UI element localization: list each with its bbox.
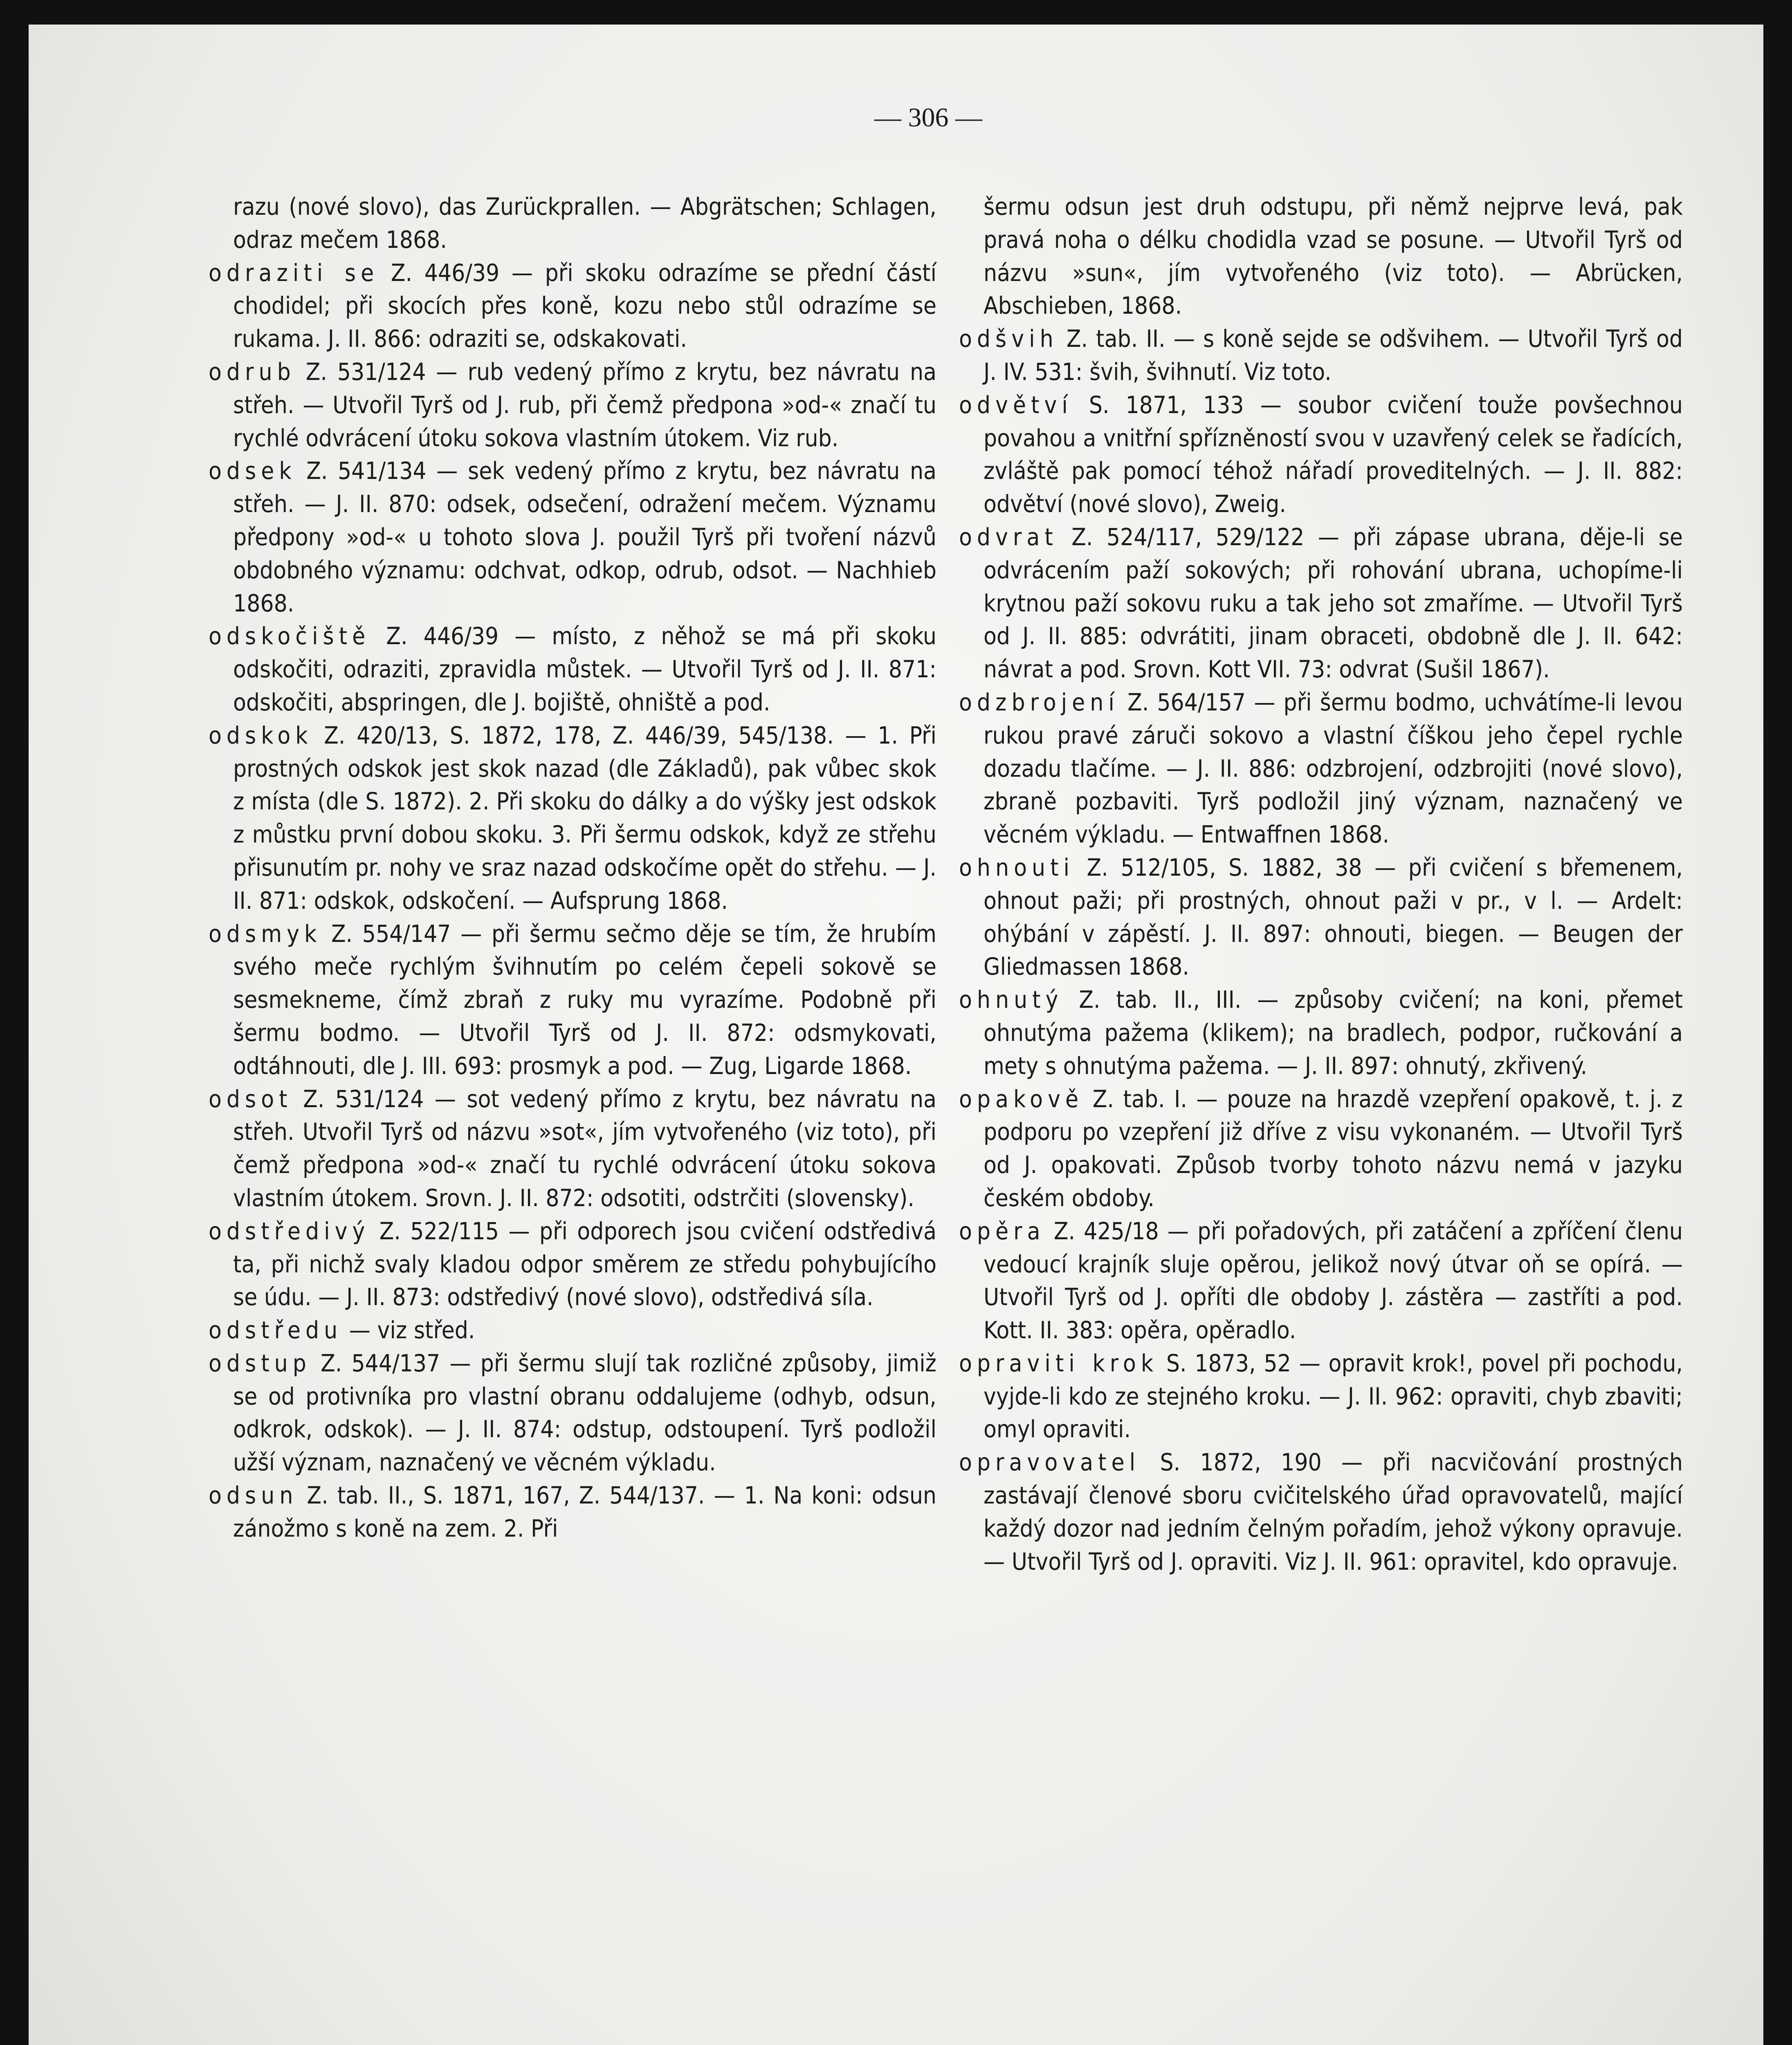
entry-headword: ohnutý (959, 986, 1063, 1014)
dictionary-entry (209, 917, 936, 1083)
entry-text: S. 1871, 133 — soubor cvičení touže povšechnou povahou a vnitřní spřízněností svou v uzavřený celek se řadících, zvláště pak pomocí téhož nářadí proveditelných. — J. II. 882: odvětví (nové slovo), Zweig. (984, 391, 1683, 518)
entry-text: Z. 531/124 — rub vedený přímo z krytu, bez návratu na střeh. — Utvořil Tyrš od J. rub, při čemž předpona »od-« značí tu rychlé odvrácení útoku sokova vlastním útokem. Viz rub. (233, 357, 936, 452)
entry-text: Z. 541/134 — sek vedený přímo z krytu, bez návratu na střeh. — J. II. 870: odsek, odsečení, odražení mečem. Významu předpony »od-« u tohoto slova J. použil Tyrš při tvoření názvů obdobného významu: odchvat, odkop, odrub, odsot. — Nachhieb 1868. (233, 457, 936, 617)
entry-text: Z. tab. II. — s koně sejde se odšvihem. — Utvořil Tyrš od J. IV. 531: švih, švihnutí. Viz toto. (984, 325, 1683, 386)
entry-text: Z. 512/105, S. 1882, 38 — při cvičení s břemenem, ohnout paži; při prostných, ohnout paži v pr., v l. — Ardelt: ohýbání v zápěstí. J. II. 897: ohnouti, biegen. — Beugen der Gliedmassen 1868. (984, 853, 1683, 981)
entry-text: Z. 544/137 — při šermu slují tak rozličné způsoby, jimiž se od protivníka pro vlastní obranu oddalujeme (odhyb, odsun, odkrok, odskok). — J. II. 874: odstup, odstoupení. Tyrš podložil užší význam, naznačený ve věcném výkladu. (233, 1349, 936, 1476)
entry-text: Z. tab. I. — pouze na hrazdě vzepření opakově, t. j. z podporu po vzepření již dříve z visu vykonaném. — Utvořil Tyrš od J. opakovati. Způsob tvorby tohoto názvu nemá v jazyku českém obdoby. (984, 1085, 1683, 1212)
entry-headword: odraziti se (209, 258, 379, 287)
dictionary-entry (959, 389, 1683, 521)
entry-headword: ohnouti (959, 853, 1075, 881)
entry-text: Z. tab. II., III. — způsoby cvičení; na koni, přemet ohnutýma pažema (klikem); na bradlech, podpor, ručkování a mety s ohnutýma pažema. — J. II. 897: ohnutý, zkřivený. (984, 986, 1683, 1080)
entry-headword: opěra (959, 1217, 1045, 1245)
entry-headword: odsun (209, 1481, 298, 1510)
dictionary-entry (209, 1479, 936, 1545)
page-number: — 306 — (874, 103, 982, 133)
entry-text: Z. 564/157 — při šermu bodmo, uchvátíme-li levou rukou pravé záruči sokovo a vlastní číškou jeho čepel rychle dozadu tlačíme. — J. II. 886: odzbrojení, odzbrojiti (nové slovo), zbraně pozbaviti. Tyrš podložil jiný význam, naznačený ve věcném výkladu. — Entwaffnen 1868. (984, 688, 1683, 849)
entry-text: — viz střed. (342, 1316, 475, 1344)
entry-text: Z. 446/39 — místo, z něhož se má při skoku odskočiti, odraziti, zpravidla můstek. — Utvořil Tyrš od J. II. 871: odskočiti, abspringen, dle J. bojiště, ohniště a pod. (233, 622, 936, 716)
entry-headword: opravovatel (959, 1448, 1141, 1476)
dictionary-entry (959, 1215, 1683, 1347)
entry-text: Z. 531/124 — sot vedený přímo z krytu, bez návratu na střeh. Utvořil Tyrš od názvu »sot«, jím vytvořeného (viz toto), při čemž předpona »od-« značí tu rychlé odvrácení útoku sokova vlastním útokem. Srovn. J. II. 872: odsotiti, odstrčiti (slovensky). (233, 1085, 936, 1212)
entry-text: S. 1873, 52 — opravit krok!, povel při pochodu, vyjde-li kdo ze stejného kroku. — J. II. 962: opraviti, chyb zbaviti; omyl opraviti. (984, 1349, 1683, 1443)
entry-headword: odstředu (209, 1316, 343, 1344)
dictionary-entry (959, 322, 1683, 389)
dictionary-entry (959, 1347, 1683, 1446)
entry-headword: odskok (209, 721, 313, 749)
dictionary-entry (209, 1215, 936, 1314)
entry-text: Z. 446/39 — při skoku odrazíme se přední částí chodidel; při skocích přes koně, kozu nebo stůl odrazíme se rukama. J. II. 866: odraziti se, odskakovati. (233, 258, 936, 353)
entry-headword: odstup (209, 1349, 311, 1377)
dictionary-entry (959, 983, 1683, 1082)
entry-text: Z. 420/13, S. 1872, 178, Z. 446/39, 545/138. — 1. Při prostných odskok jest skok nazad (dle Základů), pak vůbec skok z místa (dle S. 1872). 2. Při skoku do dálky a do výšky jest odskok z můstku první dobou skoku. 3. Při šermu odskok, když ze střehu přisunutím pr. nohy ve sraz nazad odskočíme opět do střehu. — J. II. 871: odskok, odskočení. — Aufsprung 1868. (233, 721, 936, 915)
dictionary-entry (209, 355, 936, 454)
entry-headword: opraviti krok (959, 1349, 1159, 1377)
entry-headword: odvětví (959, 391, 1073, 419)
dictionary-entry (209, 190, 936, 256)
scanned-page (29, 25, 1763, 2045)
dictionary-entry (959, 190, 1683, 322)
entry-headword: odstředivý (209, 1217, 370, 1245)
dictionary-entry (209, 454, 936, 620)
dictionary-entry (959, 686, 1683, 851)
dictionary-entry (209, 1083, 936, 1215)
entry-text: šermu odsun jest druh odstupu, při němž nejprve levá, pak pravá noha o délku chodidla vzad se posune. — Utvořil Tyrš od názvu »sun«, jím vytvořeného (viz toto). — Abrücken, Abschieben, 1868. (984, 193, 1683, 320)
entry-headword: opakově (959, 1085, 1084, 1113)
entry-text: Z. 524/117, 529/122 — při zápase ubrana, děje-li se odvrácením paží sokových; při rohování ubrana, uchopíme-li krytnou paží sokovu ruku a tak jeho sot zmaříme. — Utvořil Tyrš od J. II. 885: odvrátiti, jinam obraceti, obdobně dle J. II. 642: návrat a pod. Srovn. Kott VII. 73: odvrat (Sušil 1867). (984, 523, 1683, 683)
dictionary-entry (959, 851, 1683, 983)
entry-text: Z. 522/115 — při odporech jsou cvičení odstředivá ta, při nichž svaly kladou odpor směrem ze středu pohybujícího se údu. — J. II. 873: odstředivý (nové slovo), odstředivá síla. (233, 1217, 936, 1311)
dictionary-entry (959, 521, 1683, 686)
entry-headword: odsmyk (209, 919, 322, 948)
dictionary-entry (959, 1446, 1683, 1578)
dictionary-entry (209, 719, 936, 917)
dictionary-entry (209, 256, 936, 355)
entry-text: Z. 425/18 — při pořadových, při zatáčení a zpříčení členu vedoucí krajník sluje opěrou, jelikož nový útvar oň se opírá. — Utvořil Tyrš od J. opříti dle obdoby J. zástěra — zastříti a pod. Kott. II. 383: opěra, opěradlo. (984, 1217, 1683, 1344)
dictionary-entry (959, 1083, 1683, 1215)
entry-headword: odskočiště (209, 622, 371, 650)
dictionary-entry (209, 1314, 936, 1347)
entry-headword: odsek (209, 457, 296, 485)
entry-headword: odrub (209, 357, 296, 386)
right-column (959, 190, 1683, 1578)
left-column (209, 190, 936, 1545)
entry-headword: odšvih (959, 325, 1058, 353)
entry-headword: odzbrojení (959, 688, 1119, 716)
entry-text: Z. 554/147 — při šermu sečmo děje se tím, že hrubím svého meče rychlým švihnutím po celém čepeli sokově se sesmekneme, čímž zbraň z ruky mu vyrazíme. Podobně při šermu bodmo. — Utvořil Tyrš od J. II. 872: odsmykovati, odtáhnouti, dle J. III. 693: prosmyk a pod. — Zug, Ligarde 1868. (233, 919, 936, 1080)
entry-text: Z. tab. II., S. 1871, 167, Z. 544/137. — 1. Na koni: odsun zánožmo s koně na zem. 2. Při (233, 1481, 936, 1542)
entry-text: S. 1872, 190 — při nacvičování prostných zastávají členové sboru cvičitelského úřad opravovatelů, mající každý dozor nad jedním čelným pořadím, jehož výkony opravuje. — Utvořil Tyrš od J. opraviti. Viz J. II. 961: opravitel, kdo opravuje. (984, 1448, 1683, 1575)
dictionary-entry (209, 620, 936, 719)
entry-headword: odvrat (959, 523, 1058, 551)
entry-headword: odsot (209, 1085, 292, 1113)
dictionary-entry (209, 1347, 936, 1479)
entry-text: razu (nové slovo), das Zurückprallen. — Abgrätschen; Schlagen, odraz mečem 1868. (233, 193, 936, 254)
